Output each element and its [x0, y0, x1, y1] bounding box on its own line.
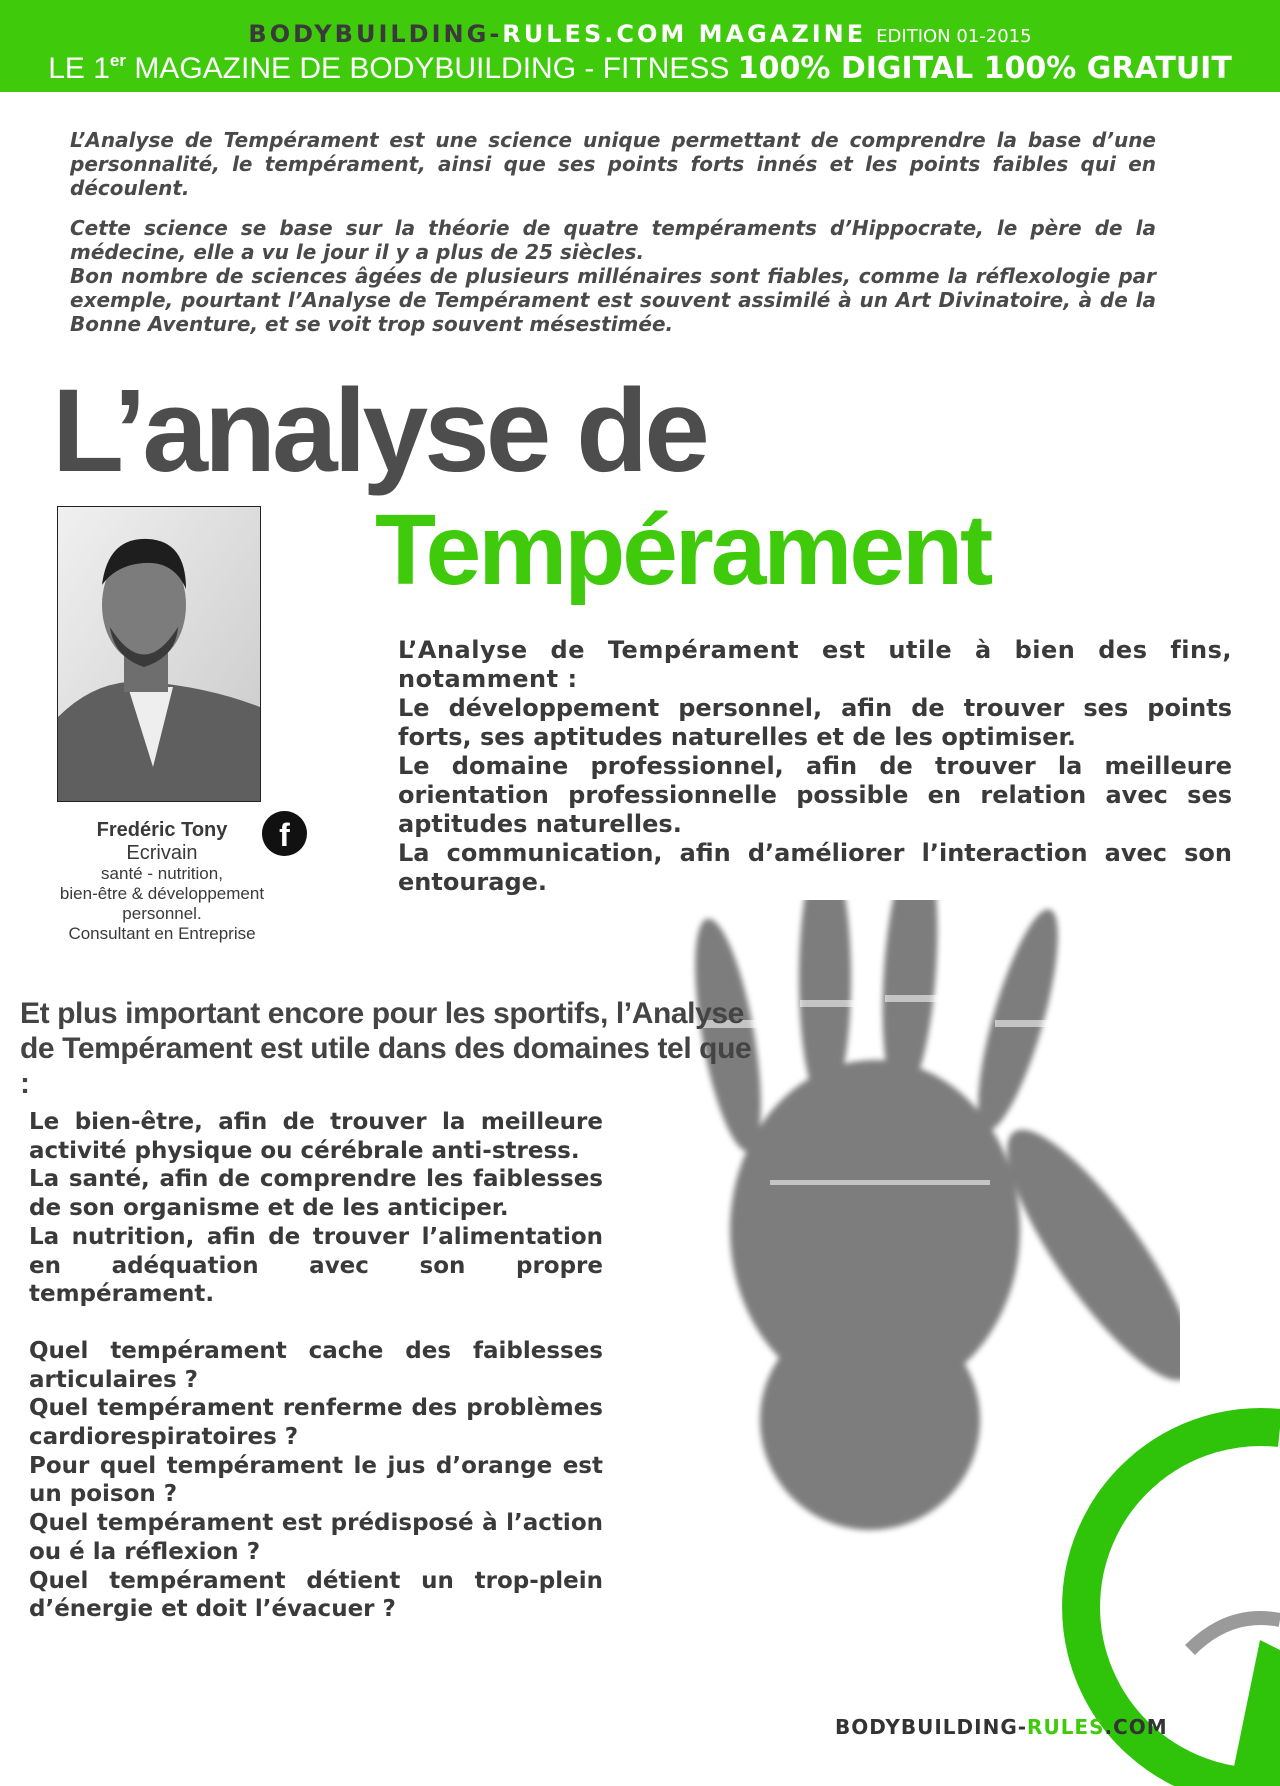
intro-paragraph-3: Bon nombre de sciences âgées de plusieurs millénaires sont fiables, comme la réflexologie par exemple, pourtant l’Analyse de Tempérament est souvent assimilé à un Art Divinatoire, à de la Bonne Aventure, et se voit trop souvent mésestimée. [70, 264, 1156, 336]
author-name: Fredéric Tony [96, 819, 228, 841]
author-portrait-image [58, 507, 260, 801]
magazine-title: BODYBUILDING-RULES.COM MAGAZINE EDITION 01-2015 [248, 20, 1032, 48]
author-desc-4: Consultant en Entreprise [68, 924, 256, 943]
domain-item: Le bien-être, afin de trouver la meilleure activité physique ou cérébrale anti-stress. [29, 1109, 603, 1164]
domain-item: La santé, afin de comprendre les faiblesses de son organisme et de les anticiper. [29, 1166, 603, 1222]
question-item: Quel tempérament détient un trop-plein d’énergie et doit l’évacuer ? [29, 1567, 603, 1623]
sports-domains [29, 1108, 603, 1624]
footer-site-link[interactable]: BODYBUILDING-RULES.COM [835, 1715, 1168, 1739]
sports-heading: Et plus important encore pour les sportifs, l’Analyse de Tempérament est utile dans des domaines tel que : [20, 997, 752, 1100]
author-desc-3: personnel. [122, 904, 202, 923]
question-item: Quel tempérament est prédisposé à l’action ou é la réflexion ? [29, 1510, 603, 1565]
domain-item: La nutrition, afin de trouver l’alimentation en adéquation avec son propre tempérament. [29, 1223, 603, 1308]
author-desc-1: santé - nutrition, [101, 864, 223, 883]
uses-section [398, 636, 1232, 897]
question-item: Pour quel tempérament le jus d’orange est un poison ? [29, 1452, 603, 1508]
uses-lead: L’Analyse de Tempérament est utile à bien des fins, notamment : [398, 636, 1232, 693]
edition-label: EDITION 01-2015 [876, 26, 1032, 47]
author-role: Ecrivain [126, 842, 198, 864]
author-photo [57, 506, 261, 802]
magazine-tagline: LE 1er MAGAZINE DE BODYBUILDING - FITNESS 100% DIGITAL 100% GRATUIT [48, 51, 1232, 86]
question-item: Quel tempérament renferme des problèmes cardiorespiratoires ? [29, 1395, 603, 1451]
author-desc-2: bien-être & développement [59, 884, 265, 903]
intro-paragraph-1: L’Analyse de Tempérament est une science unique permettant de comprendre la base d’une personnalité, le tempérament, ainsi que ses points forts innés et les points faibles qui en découlent. [70, 128, 1156, 200]
facebook-icon[interactable]: f [262, 811, 307, 856]
question-item: Quel tempérament cache des faiblesses articulaires ? [29, 1337, 603, 1393]
intro-text [70, 128, 1156, 352]
page-title-line-1: L’analyse de [52, 365, 706, 497]
header-banner [0, 0, 1280, 92]
uses-item: Le domaine professionnel, afin de trouver la meilleure orientation professionnelle possible en relation avec ses aptitudes naturelles. [398, 752, 1232, 838]
uses-item: La communication, afin d’améliorer l’interaction avec son entourage. [398, 839, 1232, 896]
intro-paragraph-2: Cette science se base sur la théorie de quatre tempéraments d’Hippocrate, le père de la médecine, elle a vu le jour il y a plus de 25 siècles. [70, 216, 1156, 264]
page-title-line-2: Tempérament [375, 494, 991, 606]
uses-item: Le développement personnel, afin de trouver ses points forts, ses aptitudes naturelles et de les optimiser. [398, 694, 1232, 751]
